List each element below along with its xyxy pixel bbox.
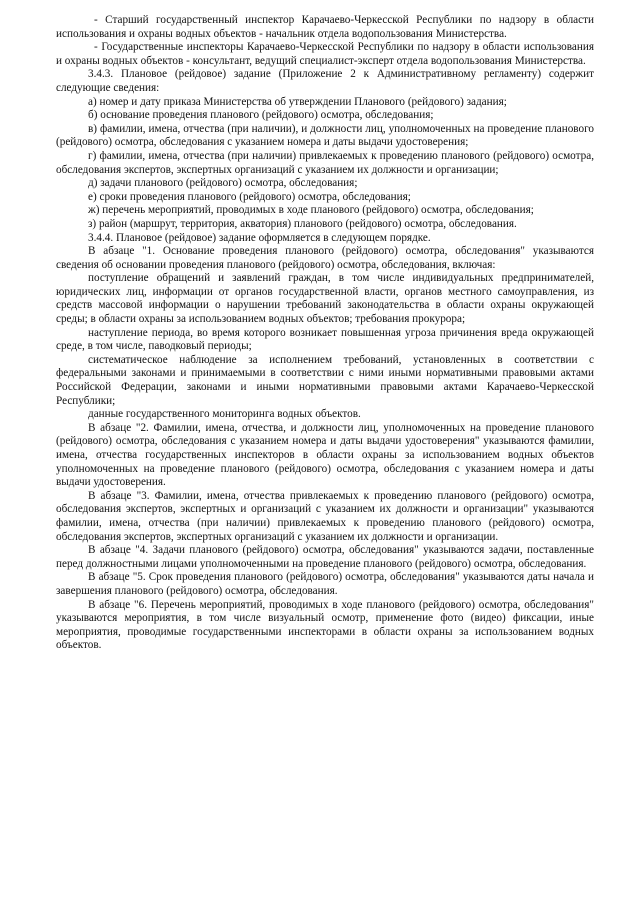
paragraph-3: 3.4.3. Плановое (рейдовое) задание (Приложение 2 к Административному регламенту) содержит следующие сведения: [56, 68, 594, 94]
list-item-b: б) основание проведения планового (рейдового) осмотра, обследования; [88, 109, 434, 122]
list-item-e: е) сроки проведения планового (рейдового) осмотра, обследования; [88, 190, 411, 203]
list-item-v: в) фамилии, имена, отчества (при наличии), и должности лиц, уполномоченных на проведение планового (рейдового) осмотра, обследования с указанием номера и даты выдачи удостоверения; [56, 122, 594, 149]
paragraph-2: - Государственные инспекторы Карачаево-Черкесской Республики по надзору в области использования и охраны водных объектов - консультант, ведущий специалист-эксперт отдела водопользования Министерства. [56, 41, 594, 67]
paragraph-nastuplenie: наступление периода, во время которого возникает повышенная угроза причинения вреда окружающей среде, в том числе, паводковый периоды; [56, 326, 594, 353]
list-item-g: г) фамилии, имена, отчества (при наличии) привлекаемых к проведению планового (рейдового) осмотра, обследования экспертов, экспертных организаций с указанием их должности и организации; [56, 149, 594, 176]
paragraph-abzac-6: В абзаце "6. Перечень мероприятий, проводимых в ходе планового (рейдового) осмотра, обследования" указываются мероприятия, в том числе визуальный осмотр, применение фото (видео) фиксации, иные мероприятия, проводимые государственными инспекторами в области охраны за использованием водных объектов. [56, 598, 594, 652]
paragraph-abzac-5: В абзаце "5. Срок проведения планового (рейдового) осмотра, обследования" указываются даты начала и завершения планового (рейдового) осмотра, обследования. [56, 571, 594, 597]
paragraph-dannye: данные государственного мониторинга водных объектов. [88, 408, 361, 421]
list-item-z: з) район (маршрут, территория, акватория) планового (рейдового) осмотра, обследования. [88, 217, 517, 230]
paragraph-344: 3.4.4. Плановое (рейдовое) задание оформляется в следующем порядке. [88, 231, 431, 244]
paragraph-postuplenie: поступление обращений и заявлений граждан, в том числе индивидуальных предпринимателей, юридических лиц, информации от органов государственной власти, органов местного самоуправления, из средств массовой информации о нарушении требований законодательства в области охраны окружающей среды; в области охраны за использованием водных объектов; требования прокурора; [56, 272, 594, 326]
paragraph-abzac-4: В абзаце "4. Задачи планового (рейдового) осмотра, обследования" указываются задачи, поставленные перед должностными лицами уполномоченными на проведение планового (рейдового) осмотра, обследования. [56, 544, 594, 570]
paragraph-sistematicheskoe: систематическое наблюдение за исполнением требований, установленных в соответствии с федеральными законами и принимаемыми в соответствии с ними иными нормативными правовыми актами Российской Федерации, законами и иными нормативными правовыми актами Карачаево-Черкесской Республики; [56, 353, 594, 407]
list-item-zh: ж) перечень мероприятий, проводимых в ходе планового (рейдового) осмотра, обследования; [88, 204, 534, 217]
list-item-a: а) номер и дату приказа Министерства об утверждении Планового (рейдового) задания; [88, 95, 507, 108]
paragraph-1: - Старший государственный инспектор Карачаево-Черкесской Республики по надзору в области использования и охраны водных объектов - начальник отдела водопользования Министерства. [56, 14, 594, 40]
list-item-d: д) задачи планового (рейдового) осмотра, обследования; [88, 177, 358, 190]
paragraph-abzac-3: В абзаце "3. Фамилии, имена, отчества привлекаемых к проведению планового (рейдового) осмотра, обследования экспертов, экспертных и организаций с указанием их должности и организации" указываются фамилии, имена, отчества (при наличии) привлекаемых к проведению планового (рейдового) осмотра, обследования экспертов, экспертных организаций с указанием их должности и организации. [56, 489, 594, 543]
paragraph-abzac-2: В абзаце "2. Фамилии, имена, отчества, и должности лиц, уполномоченных на проведение планового (рейдового) осмотра, обследования с указанием номера и даты выдачи удостоверения" указываются фамилии, имена, отчества государственных инспекторов в области охраны за использованием водных объектов уполномоченных на проведение планового (рейдового) осмотра, обследования с указанием номера и даты выдачи удостоверения. [56, 421, 594, 489]
paragraph-abzac-1: В абзаце "1. Основание проведения планового (рейдового) осмотра, обследования" указываются сведения об основании проведения планового (рейдового) осмотра, обследования, включая: [56, 245, 594, 271]
